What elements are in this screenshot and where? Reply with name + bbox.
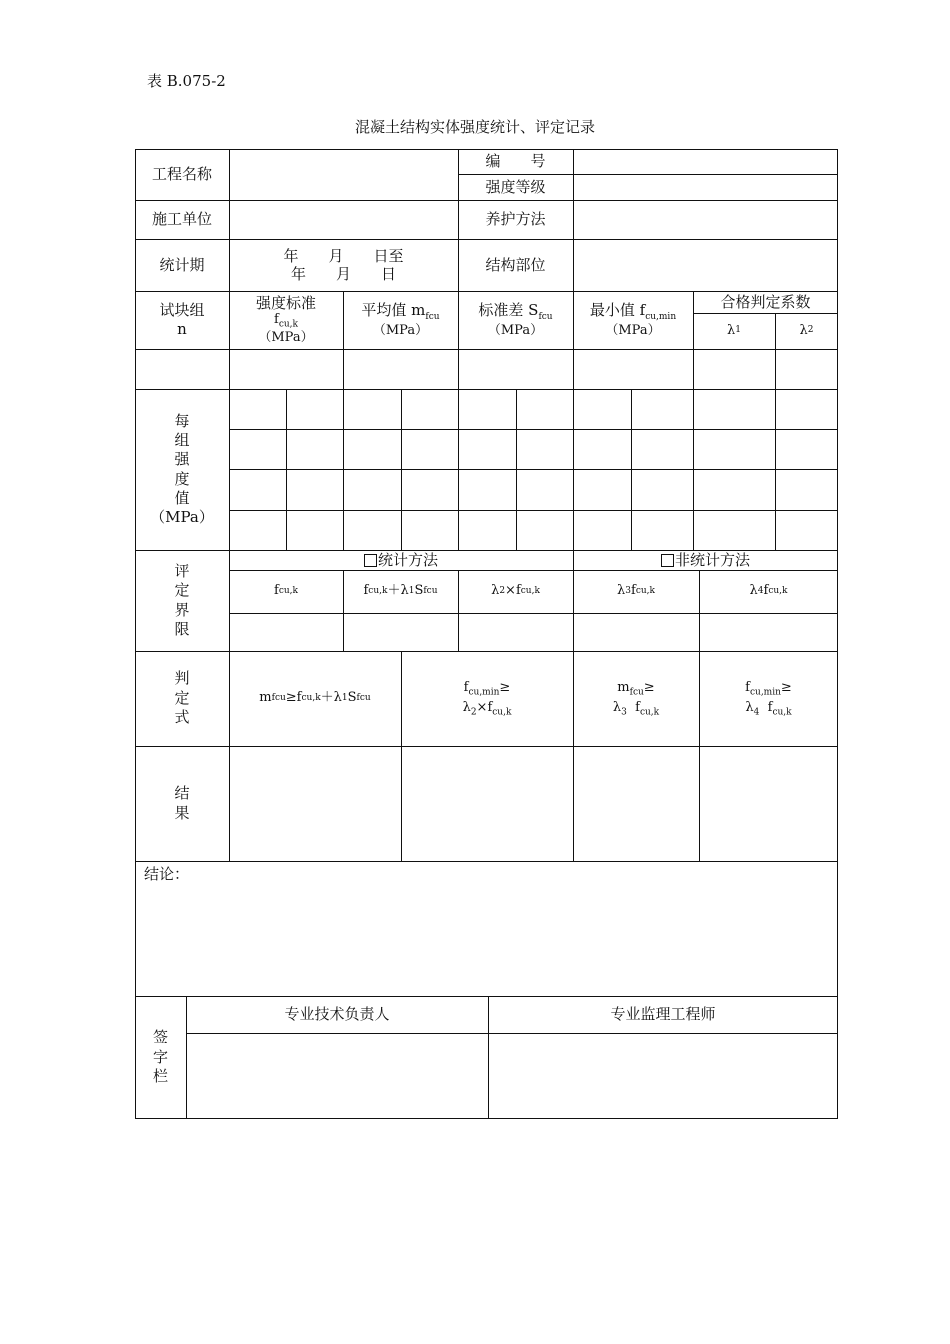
std-strength-header <box>229 291 343 349</box>
conclusion-label: 结论： <box>144 864 190 883</box>
std-strength-symbol: $f_{cu,k}$ <box>274 312 298 330</box>
mean-label: 平均值 $m_{fcu}$ <box>361 301 440 323</box>
number-label: 编 号 <box>485 152 546 171</box>
stat-method-option[interactable]: 统计方法 <box>229 550 573 570</box>
lambda2-header: λ 2 <box>799 322 814 338</box>
limit-fcuk-plus-l1s: f cu,k ＋λ 1 S fcu <box>363 583 438 599</box>
groups-label: 试块组 <box>159 300 205 319</box>
groups-header <box>135 291 229 349</box>
sd-header <box>458 291 573 349</box>
signature-label: 签 字 栏 <box>152 1028 168 1086</box>
tech-lead-label: 专业技术负责人 <box>284 1005 390 1024</box>
min-label: 最小值 $f_{cu,min}$ <box>589 301 677 323</box>
sd-unit: （MPa） <box>487 323 544 339</box>
mean-unit: （MPa） <box>372 323 429 339</box>
contractor-label: 施工单位 <box>151 210 212 229</box>
min-unit: （MPa） <box>605 323 661 339</box>
lambda1-header: λ 1 <box>727 322 741 338</box>
record-table <box>135 149 838 1119</box>
limit-l4-fcuk: λ 4 f cu,k <box>749 583 788 599</box>
grade-label: 强度等级 <box>485 177 546 196</box>
criterion-min-nonstat: $f_{cu,min}\ge$ $\lambda_4$ $f_{cu,k}$ <box>745 679 792 718</box>
period-from: 年 月 日至 <box>283 247 404 265</box>
nonstat-method-checkbox[interactable] <box>661 554 674 567</box>
limit-l3-fcuk: λ 3 f cu,k <box>617 583 655 599</box>
limits-label: 评 定 界 限 <box>174 561 190 638</box>
criterion-mean-nonstat: $m_{fcu}\ge$ $\lambda_3$ $f_{cu,k}$ <box>612 679 660 718</box>
stat-method-checkbox[interactable] <box>364 554 377 567</box>
std-strength-unit: （MPa） <box>258 330 314 346</box>
period-dates <box>229 239 458 291</box>
supervisor-label: 专业监理工程师 <box>610 1005 716 1024</box>
coef-header: 合格判定系数 <box>720 292 811 311</box>
curing-method-label: 养护方法 <box>485 210 546 229</box>
min-header <box>573 291 693 349</box>
criterion-mean: m fcu ≥f cu,k ＋λ 1 S fcu <box>259 690 371 706</box>
period-label: 统计期 <box>159 255 205 274</box>
std-strength-label: 强度标准 <box>255 294 316 312</box>
structure-part-label: 结构部位 <box>485 255 546 274</box>
project-name-label: 工程名称 <box>151 165 212 184</box>
criteria-label: 判 定 式 <box>174 669 190 727</box>
period-to: 年 月 日 <box>290 265 396 283</box>
criterion-min-stat: $f_{cu,min}\ge$ $\lambda_2\times f_{cu,k}$ <box>462 679 512 718</box>
form-title: 混凝土结构实体强度统计、评定记录 <box>354 118 595 136</box>
result-label: 结 果 <box>174 784 190 822</box>
sd-label: 标准差 $S_{fcu}$ <box>478 301 553 323</box>
groups-n: n <box>177 320 187 338</box>
limit-l2-fcuk: λ 2 ×f cu,k <box>491 583 540 599</box>
form-code: 表 B.075-2 <box>147 72 226 90</box>
group-values-label: 每 组 强 度 值 （MPa） <box>150 411 214 526</box>
mean-header <box>343 291 458 349</box>
nonstat-method-option[interactable]: 非统计方法 <box>573 550 838 570</box>
limit-fcuk: f cu,k <box>274 583 298 599</box>
